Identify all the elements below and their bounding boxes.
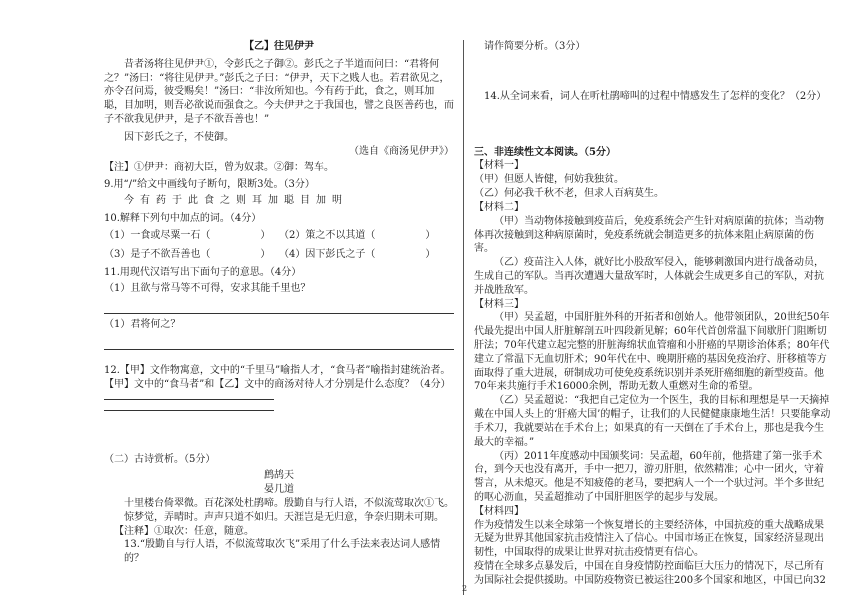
page-number: 2 [462, 584, 468, 593]
poem-line-1: 十里楼台倚翠微。百花深处杜鹃啼。殷勤自与行人语，不似流莺取次①飞。 [124, 497, 454, 509]
question-9-sentence: 今有药于此食之则耳加聪目加明 [124, 195, 348, 207]
section-3-heading: 三、非连续性文本阅读。（5分） [474, 146, 616, 158]
question-9: 9.用“/”给文中画线句子断句，限断3处。（3分） [104, 179, 315, 191]
question-10-option-4[interactable]: （4）因下彭氏之子（ ） [279, 248, 436, 260]
material-1-heading: 【材料一】 [474, 160, 524, 172]
question-10-row-1 [104, 229, 454, 243]
material-3-heading: 【材料三】 [474, 298, 524, 310]
question-11: 11.用现代汉语写出下面句子的意思。（4分） [104, 267, 302, 279]
poem-line-2: 惊梦觉，弄晴时。声声只道不如归。天涯岂是无归意，争奈归期未可期。 [124, 511, 444, 523]
question-10-row-2 [104, 248, 454, 262]
material-3-a: （甲）吴孟超，中国肝脏外科的开拓者和创始人。他带领团队，20世纪50年代最先提出中国人肝脏解剖五叶四段新见解；60年代首创常温下间歇肝门阻断切肝法；70年代建立起完整的肝脏海绵状血管瘤和小肝癌的早期诊治体系；80年代建立了常温下无血切肝术；90年代在中、晚期肝癌的基因免疫治疗、肝移植等方面取得了重大进展，研制成功可使免疫系统识别并杀死肝癌细胞的新型疫苗。他70年来共施行手术16000余例，帮助无数人重燃对生命的希望。 [474, 312, 830, 393]
poem-section-heading: （二）古诗赏析。（5分） [104, 454, 216, 466]
material-4-b: 疫情在全球多点暴发后，中国在自身疫情防控面临巨大压力的情况下，尽己所有为国际社会提供援助。中国防疫物资已被运往200多个国家和地区，中国已向32 [474, 561, 826, 586]
poem-note: 【注释】①取次：任意，随意。 [114, 525, 254, 537]
question-12: 12.【甲】文作物寓意，文中的“千里马”喻指人才，“食马者”喻指封建统治者。【甲】文中的“食马者”和【乙】文中的商汤对待人才分别是什么态度？（4分） [104, 364, 451, 390]
question-10-option-1[interactable]: （1）一食或尽粟一石（ ） [104, 229, 271, 241]
question-13: 13.“殷勤自与行人语，不似流莺取次飞”采用了什么手法来表达词人感情的？ [124, 539, 441, 565]
right-column [474, 40, 832, 588]
poem-author: 晏几道 [264, 484, 294, 496]
question-11-item-1: （1）且欲与常马等不可得，安求其能千里也？ [104, 283, 311, 295]
left-column [104, 40, 454, 566]
answer-line-11-1[interactable] [104, 298, 454, 314]
question-14: 14.从全词来看，词人在听杜鹃啼叫的过程中情感发生了怎样的变化？（2分） [484, 90, 827, 102]
material-1-b: （乙）何必我千秋不老，但求人百病莫生。 [474, 188, 664, 200]
question-10: 10.解释下列句中加点的词。（4分） [104, 212, 262, 224]
material-3-c: （丙）2011年度感动中国颁奖词：吴孟超，60年前，他搭建了第一张手术台，到今天也没有离开，手中一把刀，游刃肝胆，依然精准；心中一团火，守着誓言，从未熄灭。他是不知疲倦的老马，要把病人一个一个驮过河。半个多世纪的呕心沥血，吴孟超推动了中国肝胆医学的起步与发展。 [474, 450, 824, 503]
question-10-option-3[interactable]: （3）是子不欲吾善也（ ） [104, 248, 271, 260]
question-13-continued: 请作简要分析。（3分） [484, 41, 586, 52]
material-4-heading: 【材料四】 [474, 505, 524, 517]
answer-line-11-2[interactable] [104, 334, 454, 350]
passage-title: 【乙】往见伊尹 [244, 41, 314, 52]
passage-paragraph-2: 因下彭氏之子，不使御。 [124, 131, 234, 143]
material-2-a: （甲）当动物体接触到疫苗后，免疫系统会产生针对病原菌的抗体；当动物体再次接触到这种病原菌时，免疫系统就会制造更多的抗体来阻止病原菌的伤害。 [474, 215, 824, 255]
passage-source: （选自《商汤见伊尹》） [349, 145, 454, 157]
answer-line-12-1[interactable] [104, 399, 274, 400]
question-11-item-2: （1）君将何之？ [104, 319, 181, 330]
question-10-option-2[interactable]: （2）策之不以其道（ ） [279, 229, 436, 241]
material-2-b: （乙）疫苗注入人体，就好比小股敌军侵入，能够刺激国内进行战备动员，生成自己的军队。当再次遭遇大量敌军时，人体就会生成更多自己的军队，对抗并战胜敌军。 [474, 257, 824, 296]
passage-note: 【注】①伊尹：商初大臣，曾为奴隶。②御：驾车。 [104, 161, 334, 173]
material-4-a: 作为疫情发生以来全球第一个恢复增长的主要经济体，中国抗疫的重大战略成果无疑为世界其他国家抗击疫情注入了信心。中国市场正在恢复，国家经济显现出韧性，中国取得的成果让世界对抗击疫情更有信心。 [474, 519, 824, 559]
material-3-b: （乙）吴孟超说：“我把自己定位为一个医生，我的目标和理想是早一天摘掉戴在中国人头上的‘肝癌大国’的帽子，让我们的人民健健康康地生活！只要能拿动手术刀，我就要站在手术台上；如果真的有一天倒在了手术台上，那也是我今生最大的幸福。” [474, 395, 831, 448]
passage-paragraph-1: 昔者汤将往见伊尹①，令彭氏之子御②。彭氏之子半道而问曰：“君将何之？”汤曰：“将往见伊尹。”彭氏之子曰：“伊尹，天下之贱人也。若君欲见之，亦令召问焉，彼受赐矣！”汤曰：“非汝所知也。今有药于此，食之，则耳加聪，目加明，则吾必欲说而强食之。今夫伊尹之于我国也，譬之良医善药也，而子不欲我见伊尹，是子不欲吾善也！” [104, 58, 454, 126]
column-divider [463, 40, 464, 595]
material-1-a: （甲）但愿人皆健，何妨我独贫。 [474, 174, 624, 186]
material-2-heading: 【材料二】 [474, 201, 524, 213]
poem-title: 鹧鸪天 [264, 470, 294, 482]
